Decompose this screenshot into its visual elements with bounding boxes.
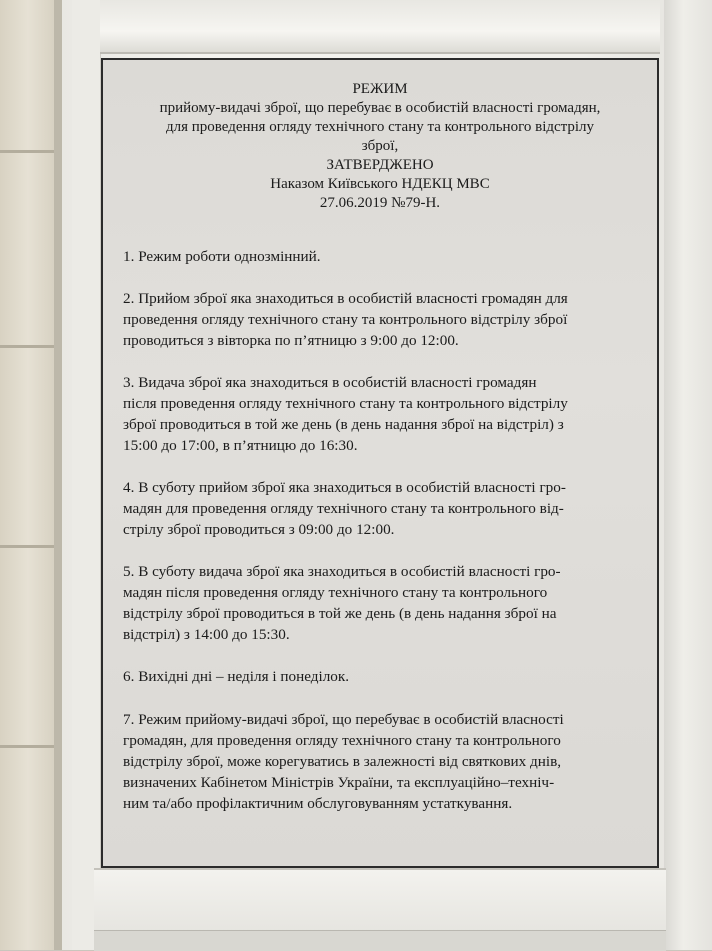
item-line: відстрілу зброї проводиться в той же день (в день надання зброї на (123, 605, 557, 622)
item-line: стрілу зброї проводиться з 09:00 до 12:00. (123, 521, 395, 538)
item-line: 2. Прийом зброї яка знаходиться в особистій власності громадян для (123, 290, 568, 307)
wall-joint (0, 150, 62, 153)
wall-edge (54, 0, 62, 950)
notice-item-5 (123, 561, 641, 645)
item-line: 5. В суботу видача зброї яка знаходиться в особистій власності гро- (123, 563, 561, 580)
wall-joint (0, 545, 62, 548)
item-line: після проведення огляду технічного стану та контрольного відстрілу (123, 395, 568, 412)
frame-bottom-rail (94, 868, 666, 932)
notice-subtitle-line: зброї, (361, 138, 399, 154)
item-line: відстрілу зброї, може корегуватись в залежності від святкових днів, (123, 753, 562, 770)
item-line: громадян, для проведення огляду технічного стану та контрольного (123, 732, 561, 749)
frame-bottom-rail-lower (94, 930, 666, 951)
notice-sheet (101, 58, 659, 868)
notice-item-7 (123, 709, 641, 814)
item-line: 3. Видача зброї яка знаходиться в особистій власності громадян (123, 374, 537, 391)
notice-item-2 (123, 288, 641, 351)
item-line: відстріл) з 14:00 до 15:30. (123, 626, 290, 643)
wall-joint (0, 345, 62, 348)
item-line: ним та/або профілактичним обслуговуванням устаткування. (123, 795, 513, 812)
notice-item-4 (123, 477, 641, 540)
item-line: визначених Кабінетом Міністрів України, та експлуаційно–техніч- (123, 774, 555, 791)
frame-right-post (664, 0, 712, 950)
item-line: 7. Режим прийому-видачі зброї, що перебуває в особистій власності (123, 711, 564, 728)
frame-top-rail (100, 0, 660, 54)
notice-header (103, 60, 657, 213)
item-line: 6. Вихідні дні – неділя і понеділок. (123, 668, 350, 685)
item-line: 4. В суботу прийом зброї яка знаходиться в особистій власності гро- (123, 479, 566, 496)
notice-subtitle-line: для проведення огляду технічного стану та контрольного відстрілу (165, 119, 595, 135)
item-line: проведення огляду технічного стану та контрольного відстрілу зброї (123, 311, 568, 328)
item-line: 15:00 до 17:00, в п’ятницю до 16:30. (123, 437, 358, 454)
notice-order: Наказом Київського НДЕКЦ МВС (270, 176, 490, 192)
stone-wall (0, 0, 62, 950)
notice-item-6 (123, 666, 641, 687)
item-line: мадян для проведення огляду технічного стану та контрольного від- (123, 500, 564, 517)
notice-title: РЕЖИМ (352, 81, 408, 97)
notice-subtitle-line: прийому-видачі зброї, що перебуває в особистій власності громадян, (159, 100, 601, 116)
item-line: зброї проводиться в той же день (в день надання зброї на відстріл) з (123, 416, 564, 433)
item-line: проводиться з вівторка по п’ятницю з 9:00 до 12:00. (123, 332, 459, 349)
notice-item-1 (123, 246, 641, 267)
item-line: мадян після проведення огляду технічного стану та контрольного (123, 584, 548, 601)
frame-inner-left (72, 0, 101, 950)
notice-approved: ЗАТВЕРДЖЕНО (326, 157, 434, 173)
wall-joint (0, 745, 62, 748)
item-line: 1. Режим роботи однозмінний. (123, 248, 321, 265)
notice-date-number: 27.06.2019 №79-Н. (319, 195, 441, 211)
notice-item-3 (123, 372, 641, 456)
